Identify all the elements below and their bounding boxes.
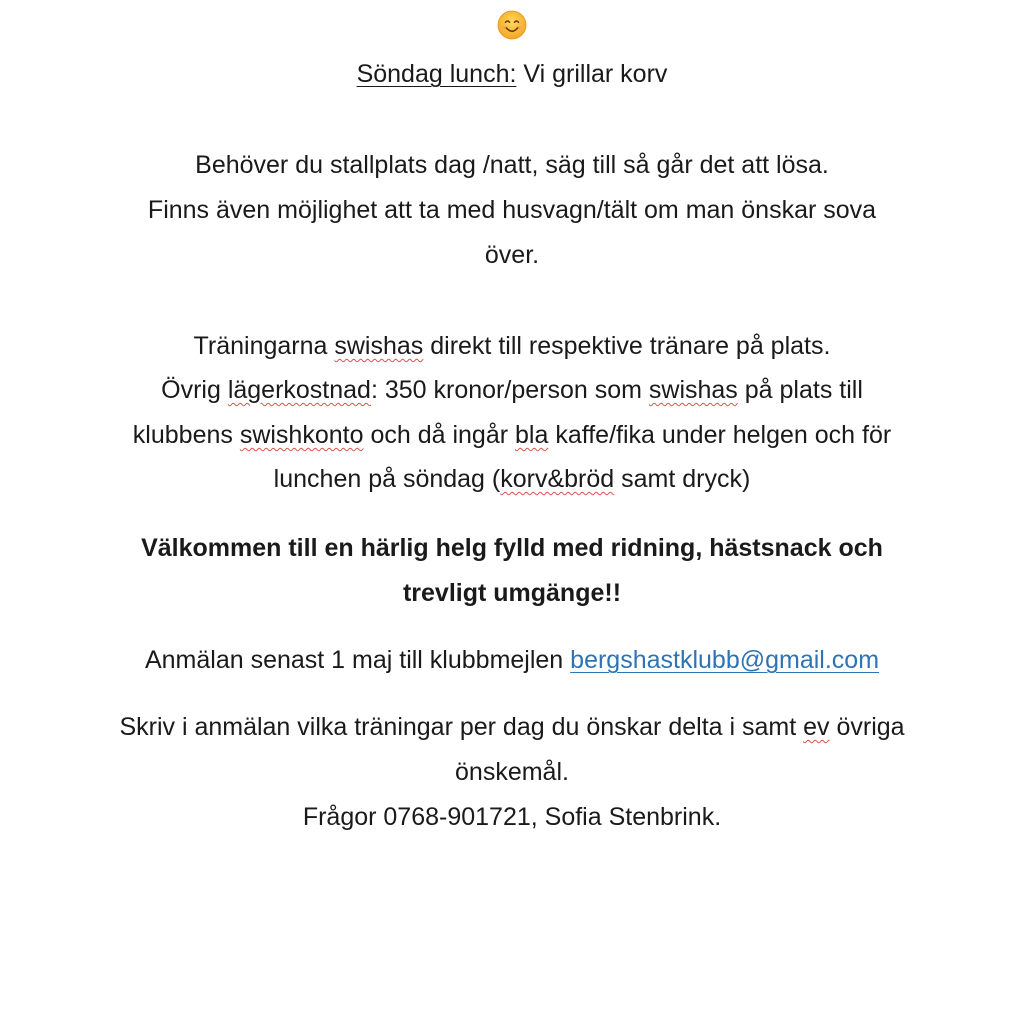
signup-line [0, 645, 1024, 675]
spellcheck-word: ev [803, 713, 830, 741]
cost-text: klubbens [132, 421, 240, 449]
spellcheck-word: swishas [648, 376, 738, 404]
cost-text: : 350 kronor/person som [370, 376, 649, 404]
spellcheck-word: lägerkostnad [227, 376, 371, 404]
cost-text: lunchen på söndag ( [273, 465, 501, 493]
sunday-lunch-label: Söndag lunch: [356, 60, 517, 88]
cost-text: samt dryck) [614, 465, 751, 493]
notes-line-1 [0, 712, 1024, 742]
cost-line-2 [0, 375, 1024, 405]
cost-text: på plats till [737, 376, 863, 404]
email-link[interactable]: bergshastklubb@gmail.com [570, 646, 880, 674]
cost-line-1 [0, 331, 1024, 361]
spellcheck-word: swishas [334, 332, 424, 360]
cost-text: Övrig [161, 376, 228, 404]
contact-line: Frågor 0768-901721, Sofia Stenbrink. [302, 803, 722, 831]
sunday-lunch-line [0, 59, 1024, 89]
notes-text: Skriv i anmälan vilka träningar per dag du önskar delta i samt [119, 713, 804, 741]
cost-text: direkt till respektive tränare på plats. [423, 332, 831, 360]
welcome-line-1: Välkommen till en härlig helg fylld med ridning, hästsnack och [141, 534, 883, 562]
stable-line-3: över. [484, 241, 540, 269]
spellcheck-word: bla [515, 421, 549, 449]
spellcheck-word: korv&bröd [500, 465, 615, 493]
signup-text: Anmälan senast 1 maj till klubbmejlen [144, 646, 571, 674]
notes-text: övriga [829, 713, 905, 741]
smiling-face-icon [497, 10, 527, 40]
notes-line-2: önskemål. [455, 758, 569, 786]
spellcheck-word: swishkonto [239, 421, 364, 449]
welcome-line-2: trevligt umgänge!! [402, 579, 622, 607]
cost-line-4 [0, 464, 1024, 494]
stable-line-2: Finns även möjlighet att ta med husvagn/tält om man önskar sova [147, 196, 877, 224]
stable-line-1: Behöver du stallplats dag /natt, säg till så går det att lösa. [195, 151, 829, 179]
cost-text: Träningarna [193, 332, 335, 360]
sunday-lunch-text: Vi grillar korv [516, 60, 668, 88]
cost-line-3 [0, 420, 1024, 450]
cost-text: och då ingår [363, 421, 515, 449]
cost-text: kaffe/fika under helgen och för [548, 421, 892, 449]
